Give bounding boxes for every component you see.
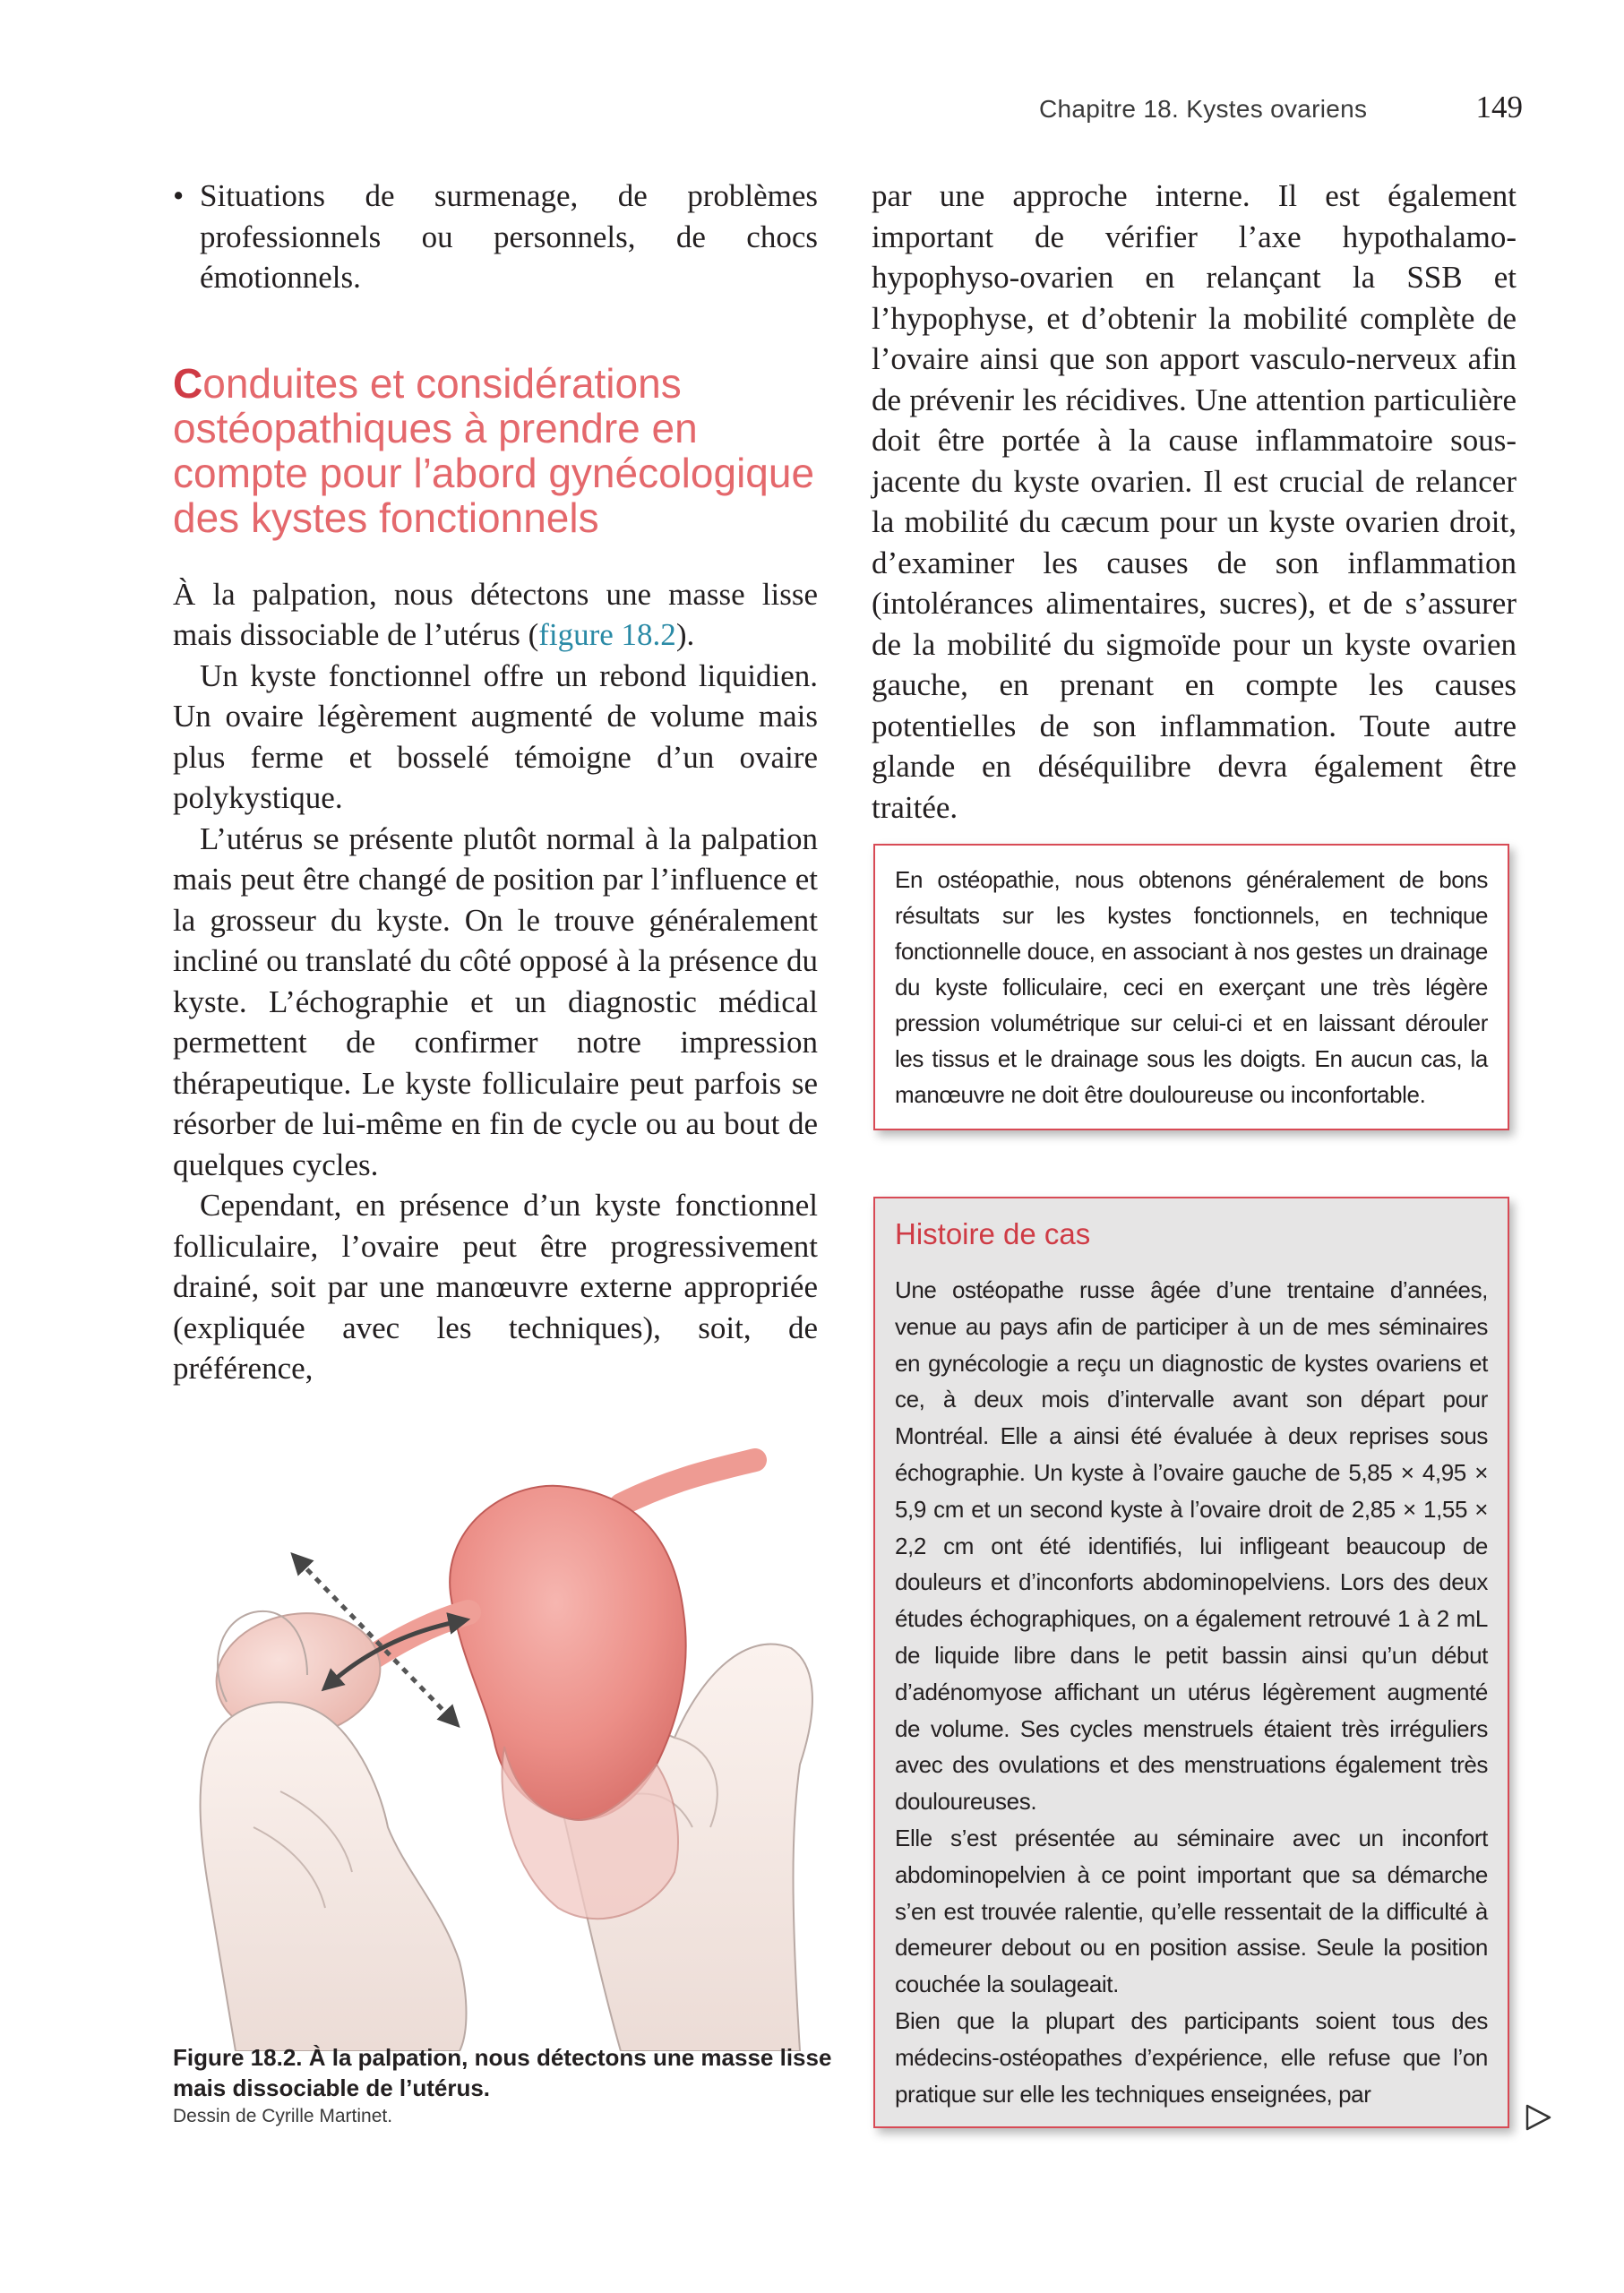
paragraph-rebond: Un kyste fonctionnel offre un rebond liquidien. Un ovaire légèrement augmenté de volume mais plus ferme et bosselé témoigne d’un ovaire polykystique. [173, 657, 818, 815]
paragraph-drainage: Cependant, en présence d’un kyste fonctionnel folliculaire, l’ovaire peut être progressivement drainé, soit par une manœuvre externe appropriée (expliquée avec les techniques), soit, de préférence, [173, 1188, 818, 1386]
caption-text: À la palpation, nous détectons une masse lisse mais dissociable de l’utérus. [173, 2044, 832, 2101]
paragraph-palpation [173, 574, 818, 656]
section-title-initial: C [173, 359, 203, 407]
caption-main [173, 2042, 836, 2103]
paragraph-text: À la palpation, nous détectons une masse lisse mais dissociable de l’utérus ( [173, 576, 818, 652]
paragraph-uterus: L’utérus se présente plutôt normal à la palpation mais peut être changé de position par l’influence et la grosseur du kyste. On le trouve généralement incliné ou translaté du côté opposé à la présence du kyste. L’échographie et un diagnostic médical permettent de confirmer notre impression thérapeutique. Le kyste folliculaire peut parfois se résorber de lui-même en fin de cycle ou au bout de quelques cycles. [173, 820, 818, 1182]
case-history-title: Histoire de cas [895, 1217, 1091, 1250]
caption-label: Figure 18.2. [173, 2044, 303, 2071]
left-column [173, 176, 818, 1389]
figure-caption [173, 2042, 836, 2130]
osteopathy-note-box [873, 844, 1509, 1130]
right-column [872, 176, 1517, 828]
case-history-box [873, 1197, 1509, 2128]
case-paragraph-1: Une ostéopathe russe âgée d’une trentaine d’années, venue au pays afin de participer à un de mes séminaires en gynécologie a reçu un diagnostic de kystes ovariens et ce, à deux mois d’intervalle avant son départ pour Montréal. Elle a ainsi été évaluée à deux reprises sous échographie. Un kyste à l’ovaire gauche de 5,85 × 4,95 × 5,9 cm et un second kyste à l’ovaire droit de 2,85 × 1,55 × 2,2 cm ont été identifiés, lui infligeant beaucoup de douleurs et d’inconforts abdominopelviens. Lors des deux études échographiques, on a également retrouvé 1 à 2 mL de liquide libre dans le petit bassin ainsi qu’un début d’adénomyose affichant un utérus légèrement augmenté de volume. Ses cycles menstruels étaient très irréguliers avec des ovulations et des menstruations également très douloureuses. [895, 1276, 1488, 1816]
note-text: En ostéopathie, nous obtenons généralement de bons résultats sur les kystes fonctionnels, en technique fonctionnelle douce, en associant à nos gestes un drainage du kyste folliculaire, ceci en exerçant une très légère pression volumétrique sur celui-ci et en laissant dérouler les tissus et le drainage sous les doigts. En aucun cas, la manœuvre ne doit être douloureuse ou inconfortable. [895, 866, 1488, 1108]
section-title-text: onduites et considérations ostéopathiques à prendre en compte pour l’abord gynécologique des kystes fonctionnels [173, 359, 815, 541]
bullet-text: Situations de surmenage, de problèmes professionnels ou personnels, de chocs émotionnels. [200, 178, 818, 295]
case-paragraph-2: Elle s’est présentée au séminaire avec un inconfort abdominopelvien à ce point important que sa démarche s’en est trouvée ralentie, qu’elle ressentait de la difficulté à demeurer debout ou en position assise. Seule la position couchée la soulageait. [895, 1824, 1488, 1998]
case-paragraph-3: Bien que la plupart des participants soient tous des médecins-ostéopathes d’expérience, elle refuse que l’on pratique sur elle les techniques enseignées, par [895, 2006, 1488, 2108]
figure-link[interactable]: figure 18.2 [538, 617, 676, 652]
bullet-item [173, 176, 818, 298]
paragraph-text: ). [675, 617, 695, 652]
figure-18-2-illustration [173, 1406, 836, 2051]
section-title [173, 361, 818, 540]
chapter-title: Chapitre 18. Kystes ovariens [1039, 95, 1368, 123]
page-number: 149 [1475, 90, 1523, 125]
paragraph-continuation: par une approche interne. Il est également important de vérifier l’axe hypothalamo-hypophyso-ovarien en relançant la SSB et l’hypophyse, et d’obtenir la mobilité complète de l’ovaire ainsi que son apport vasculo-nerveux afin de prévenir les récidives. Une attention particulière doit être portée à la cause inflammatoire sous-jacente du kyste ovarien. Il est crucial de relancer la mobilité du cæcum pour un kyste ovarien droit, d’examiner les causes de son inflammation (intolérances alimentaires, sucres), et de s’assurer de la mobilité du sigmoïde pour un kyste ovarien gauche, en prenant en compte les causes potentielles de son inflammation. Toute autre glande en déséquilibre devra également être traitée. [872, 178, 1517, 825]
caption-credit: Dessin de Cyrille Martinet. [173, 2106, 393, 2126]
bullet-dot-icon: • [173, 178, 185, 213]
next-page-triangle-icon [1523, 2102, 1553, 2133]
running-head [1021, 90, 1523, 134]
